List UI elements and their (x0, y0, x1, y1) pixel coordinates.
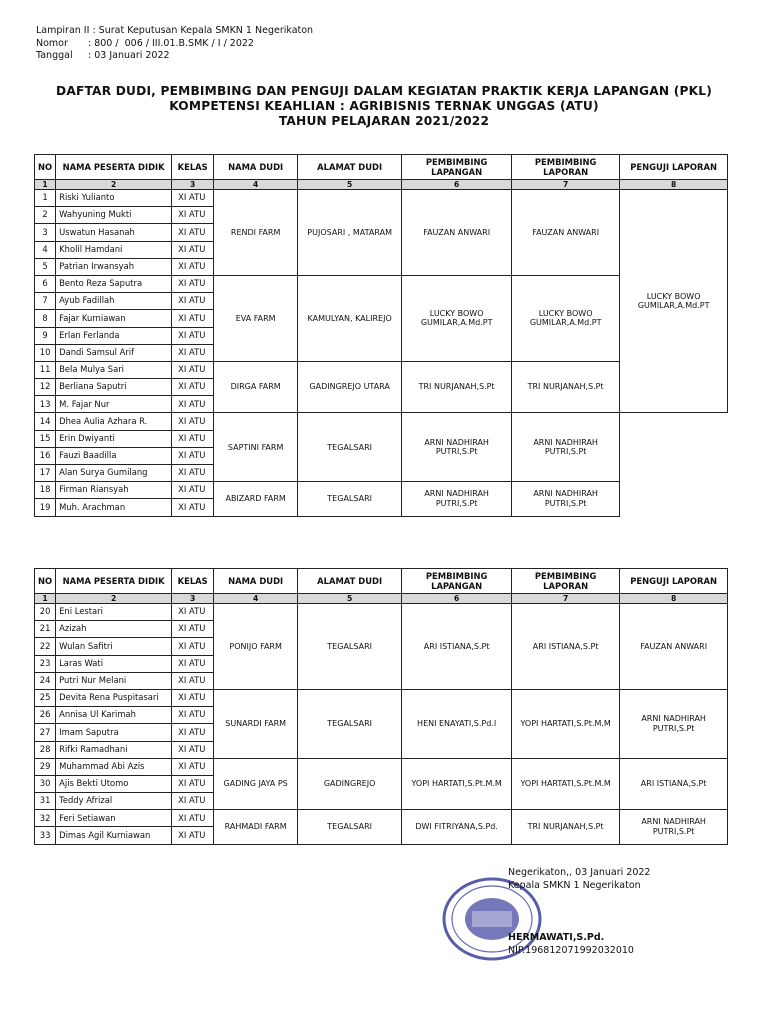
row-number: 25 (35, 689, 56, 706)
row-number: 29 (35, 758, 56, 775)
dudi-name: SUNARDI FARM (214, 689, 298, 758)
dudi-address: TEGALSARI (298, 810, 402, 844)
column-header: ALAMAT DUDI (298, 569, 402, 594)
lampiran-value: : Surat Keputusan Kepala SMKN 1 Negerikaton (92, 25, 314, 36)
student-name: Ayub Fadillah (56, 293, 172, 310)
row-number: 1 (35, 190, 56, 207)
column-number: 3 (172, 594, 214, 604)
dudi-name: SAPTINI FARM (214, 413, 298, 482)
student-name: Azizah (56, 621, 172, 638)
dudi-name: DIRGA FARM (214, 361, 298, 413)
report-supervisor: FAUZAN ANWARI (512, 190, 620, 276)
report-supervisor: ARI ISTIANA,S.Pt (512, 604, 620, 690)
row-number: 15 (35, 430, 56, 447)
student-name: Fauzi Baadilla (56, 447, 172, 464)
student-class: XI ATU (172, 793, 214, 810)
dudi-address: TEGALSARI (298, 689, 402, 758)
student-class: XI ATU (172, 241, 214, 258)
student-name: Firman Riansyah (56, 482, 172, 499)
row-number: 9 (35, 327, 56, 344)
column-number: 8 (620, 180, 728, 190)
student-name: Kholil Hamdani (56, 241, 172, 258)
signature-position: Kepala SMKN 1 Negerikaton (508, 879, 641, 891)
dudi-name: GADING JAYA PS (214, 758, 298, 810)
document-meta (36, 25, 313, 63)
lampiran-label: Lampiran II (36, 25, 90, 36)
dudi-name: PONIJO FARM (214, 604, 298, 690)
student-name: Dandi Samsul Arif (56, 344, 172, 361)
student-class: XI ATU (172, 327, 214, 344)
table-row (35, 413, 728, 430)
student-class: XI ATU (172, 293, 214, 310)
dudi-name: EVA FARM (214, 275, 298, 361)
student-class: XI ATU (172, 379, 214, 396)
signature-name: HERMAWATI,S.Pd. (508, 932, 605, 943)
student-class: XI ATU (172, 482, 214, 499)
column-number-row (35, 594, 728, 604)
document-title (0, 84, 768, 129)
column-header: NAMA DUDI (214, 569, 298, 594)
student-name: Eni Lestari (56, 604, 172, 621)
student-name: Bela Mulya Sari (56, 361, 172, 378)
student-name: Ajis Bekti Utomo (56, 775, 172, 792)
student-name: Bento Reza Saputra (56, 275, 172, 292)
column-header: NO (35, 155, 56, 180)
student-class: XI ATU (172, 190, 214, 207)
row-number: 13 (35, 396, 56, 413)
report-supervisor: TRI NURJANAH,S.Pt (512, 810, 620, 844)
student-class: XI ATU (172, 827, 214, 844)
field-supervisor: FAUZAN ANWARI (402, 190, 512, 276)
student-name: Uswatun Hasanah (56, 224, 172, 241)
row-number: 16 (35, 447, 56, 464)
student-class: XI ATU (172, 655, 214, 672)
dudi-address: TEGALSARI (298, 482, 402, 516)
report-supervisor: ARNI NADHIRAH PUTRI,S.Pt (512, 482, 620, 516)
student-class: XI ATU (172, 447, 214, 464)
student-class: XI ATU (172, 604, 214, 621)
dudi-name: ABIZARD FARM (214, 482, 298, 516)
student-name: Rifki Ramadhani (56, 741, 172, 758)
row-number: 6 (35, 275, 56, 292)
row-number: 8 (35, 310, 56, 327)
student-name: Devita Rena Puspitasari (56, 689, 172, 706)
row-number: 22 (35, 638, 56, 655)
student-class: XI ATU (172, 207, 214, 224)
column-header: KELAS (172, 569, 214, 594)
student-class: XI ATU (172, 758, 214, 775)
student-name: Muh. Arachman (56, 499, 172, 516)
column-header: PENGUJI LAPORAN (620, 569, 728, 594)
dudi-address: KAMULYAN, KALIREJO (298, 275, 402, 361)
student-name: M. Fajar Nur (56, 396, 172, 413)
field-supervisor: YOPI HARTATI,S.Pt.M.M (402, 758, 512, 810)
student-class: XI ATU (172, 689, 214, 706)
table-row (35, 810, 728, 827)
report-examiner: FAUZAN ANWARI (620, 604, 728, 690)
column-header: PEMBIMBING LAPORAN (512, 569, 620, 594)
column-number: 2 (56, 594, 172, 604)
row-number: 3 (35, 224, 56, 241)
student-name: Annisa Ul Karimah (56, 707, 172, 724)
tanggal-label: Tanggal (36, 50, 73, 61)
table-row (35, 689, 728, 706)
student-class: XI ATU (172, 361, 214, 378)
student-class: XI ATU (172, 810, 214, 827)
column-header: NO (35, 569, 56, 594)
student-class: XI ATU (172, 775, 214, 792)
student-name: Wulan Safitri (56, 638, 172, 655)
row-number: 12 (35, 379, 56, 396)
student-class: XI ATU (172, 499, 214, 516)
title-line-2: KOMPETENSI KEAHLIAN : AGRIBISNIS TERNAK UNGGAS (ATU) (169, 99, 599, 113)
signature-block (508, 867, 650, 957)
row-number: 24 (35, 672, 56, 689)
column-header: NAMA DUDI (214, 155, 298, 180)
student-name: Dimas Agil Kurniawan (56, 827, 172, 844)
table-header-row (35, 569, 728, 594)
report-supervisor: YOPI HARTATI,S.Pt.M.M (512, 689, 620, 758)
student-class: XI ATU (172, 396, 214, 413)
report-supervisor: LUCKY BOWO GUMILAR,A.Md.PT (512, 275, 620, 361)
row-number: 10 (35, 344, 56, 361)
row-number: 21 (35, 621, 56, 638)
row-number: 14 (35, 413, 56, 430)
report-supervisor: TRI NURJANAH,S.Pt (512, 361, 620, 413)
dudi-address: GADINGREJO (298, 758, 402, 810)
student-name: Wahyuning Mukti (56, 207, 172, 224)
student-name: Laras Wati (56, 655, 172, 672)
row-number: 31 (35, 793, 56, 810)
field-supervisor: ARI ISTIANA,S.Pt (402, 604, 512, 690)
column-number: 4 (214, 594, 298, 604)
column-header: PEMBIMBING LAPORAN (512, 155, 620, 180)
column-header: NAMA PESERTA DIDIK (56, 569, 172, 594)
table-row (35, 482, 728, 499)
row-number: 11 (35, 361, 56, 378)
report-examiner: ARNI NADHIRAH PUTRI,S.Pt (620, 810, 728, 844)
column-header: NAMA PESERTA DIDIK (56, 155, 172, 180)
row-number: 26 (35, 707, 56, 724)
student-class: XI ATU (172, 258, 214, 275)
student-name: Berliana Saputri (56, 379, 172, 396)
title-line-3: TAHUN PELAJARAN 2021/2022 (278, 114, 490, 128)
student-name: Dhea Aulia Azhara R. (56, 413, 172, 430)
field-supervisor: TRI NURJANAH,S.Pt (402, 361, 512, 413)
row-number: 7 (35, 293, 56, 310)
column-number: 6 (402, 180, 512, 190)
student-name: Teddy Afrizal (56, 793, 172, 810)
column-header: PEMBIMBING LAPANGAN (402, 569, 512, 594)
student-class: XI ATU (172, 672, 214, 689)
column-number-row (35, 180, 728, 190)
column-number: 1 (35, 180, 56, 190)
student-class: XI ATU (172, 724, 214, 741)
student-class: XI ATU (172, 741, 214, 758)
tanggal-value: : 03 Januari 2022 (88, 50, 170, 61)
column-header: KELAS (172, 155, 214, 180)
column-number: 3 (172, 180, 214, 190)
table-row (35, 604, 728, 621)
report-supervisor: ARNI NADHIRAH PUTRI,S.Pt (512, 413, 620, 482)
report-supervisor: YOPI HARTATI,S.Pt.M.M (512, 758, 620, 810)
table-row (35, 190, 728, 207)
dudi-address: GADINGREJO UTARA (298, 361, 402, 413)
student-name: Putri Nur Melani (56, 672, 172, 689)
row-number: 32 (35, 810, 56, 827)
dudi-name: RAHMADI FARM (214, 810, 298, 844)
nomor-row (36, 38, 313, 51)
signature-place-date: Negerikaton,, 03 Januari 2022 (508, 867, 651, 878)
column-number: 7 (512, 180, 620, 190)
table-header-row (35, 155, 728, 180)
nomor-value: : 800 / 006 / III.01.B.SMK / I / 2022 (88, 37, 254, 49)
student-class: XI ATU (172, 224, 214, 241)
row-number: 20 (35, 604, 56, 621)
signature-nip: NIP.196812071992032010 (508, 944, 634, 956)
student-name: Patrian Irwansyah (56, 258, 172, 275)
row-number: 18 (35, 482, 56, 499)
field-supervisor: DWI FITRIYANA,S.Pd. (402, 810, 512, 844)
student-name: Feri Setiawan (56, 810, 172, 827)
column-header: ALAMAT DUDI (298, 155, 402, 180)
column-number: 5 (298, 180, 402, 190)
student-name: Riski Yulianto (56, 190, 172, 207)
student-class: XI ATU (172, 638, 214, 655)
row-number: 30 (35, 775, 56, 792)
column-number: 6 (402, 594, 512, 604)
tanggal-row (36, 50, 313, 63)
student-name: Muhammad Abi Azis (56, 758, 172, 775)
student-name: Erin Dwiyanti (56, 430, 172, 447)
row-number: 28 (35, 741, 56, 758)
nomor-label: Nomor (36, 37, 68, 49)
dudi-address: PUJOSARI , MATARAM (298, 190, 402, 276)
report-examiner: ARI ISTIANA,S.Pt (620, 758, 728, 810)
student-name: Imam Saputra (56, 724, 172, 741)
dudi-address: TEGALSARI (298, 604, 402, 690)
field-supervisor: ARNI NADHIRAH PUTRI,S.Pt (402, 413, 512, 482)
student-class: XI ATU (172, 707, 214, 724)
row-number: 5 (35, 258, 56, 275)
student-name: Erlan Ferlanda (56, 327, 172, 344)
column-header: PEMBIMBING LAPANGAN (402, 155, 512, 180)
row-number: 27 (35, 724, 56, 741)
row-number: 23 (35, 655, 56, 672)
row-number: 17 (35, 465, 56, 482)
title-line-1: DAFTAR DUDI, PEMBIMBING DAN PENGUJI DALAM KEGIATAN PRAKTIK KERJA LAPANGAN (PKL) (56, 84, 712, 98)
row-number: 4 (35, 241, 56, 258)
student-class: XI ATU (172, 413, 214, 430)
student-class: XI ATU (172, 275, 214, 292)
row-number: 19 (35, 499, 56, 516)
column-number: 5 (298, 594, 402, 604)
student-class: XI ATU (172, 621, 214, 638)
field-supervisor: LUCKY BOWO GUMILAR,A.Md.PT (402, 275, 512, 361)
lampiran-row (36, 25, 313, 38)
student-name: Fajar Kurniawan (56, 310, 172, 327)
column-number: 7 (512, 594, 620, 604)
column-number: 4 (214, 180, 298, 190)
column-number: 8 (620, 594, 728, 604)
report-examiner: ARNI NADHIRAH PUTRI,S.Pt (620, 689, 728, 758)
student-class: XI ATU (172, 310, 214, 327)
student-class: XI ATU (172, 465, 214, 482)
column-number: 2 (56, 180, 172, 190)
field-supervisor: ARNI NADHIRAH PUTRI,S.Pt (402, 482, 512, 516)
dudi-address: TEGALSARI (298, 413, 402, 482)
student-class: XI ATU (172, 430, 214, 447)
row-number: 2 (35, 207, 56, 224)
student-name: Alan Surya Gumilang (56, 465, 172, 482)
pkl-table-2 (34, 568, 728, 845)
pkl-table-1 (34, 154, 728, 517)
student-class: XI ATU (172, 344, 214, 361)
dudi-name: RENDI FARM (214, 190, 298, 276)
table-row (35, 758, 728, 775)
field-supervisor: HENI ENAYATI,S.Pd.I (402, 689, 512, 758)
report-examiner: LUCKY BOWO GUMILAR,A.Md.PT (620, 190, 728, 413)
column-number: 1 (35, 594, 56, 604)
column-header: PENGUJI LAPORAN (620, 155, 728, 180)
row-number: 33 (35, 827, 56, 844)
